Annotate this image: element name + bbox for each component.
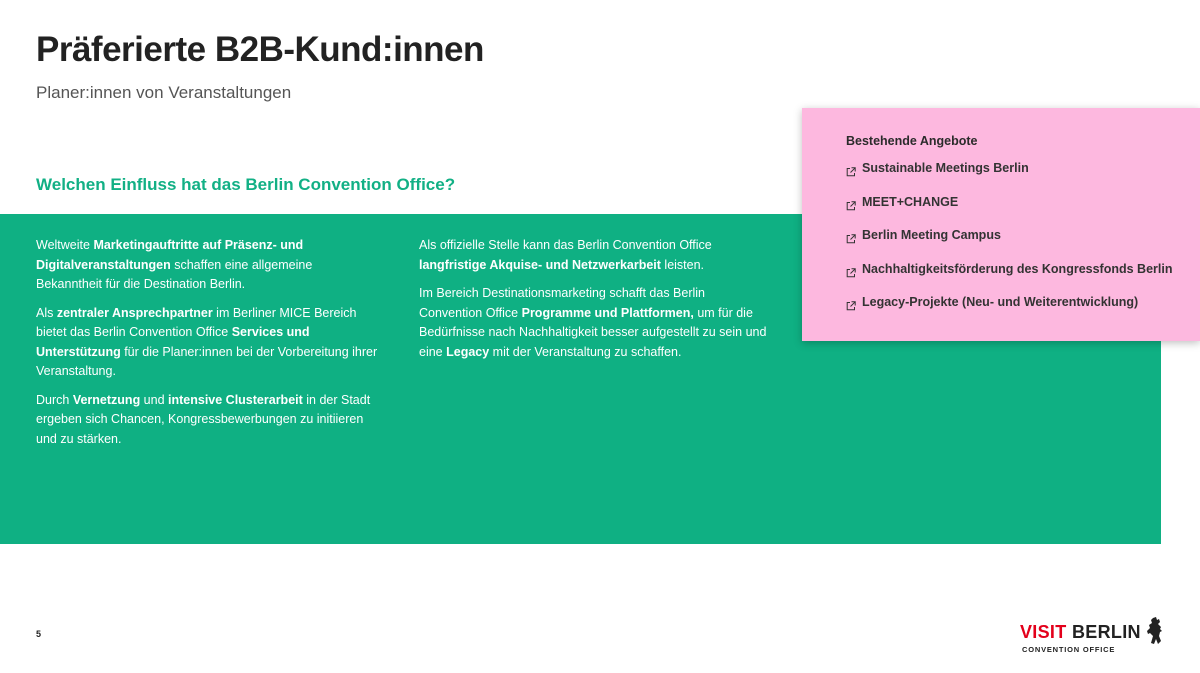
bold-text: Services und Unterstützung [36,325,310,359]
text-segment: leisten. [660,257,705,272]
logo-subtitle: CONVENTION OFFICE [1022,645,1116,654]
offer-label: Nachhaltigkeitsförderung des Kongressfonds Berlin [862,261,1173,276]
offer-label: MEET+CHANGE [862,194,959,209]
logo-visit-text: VISIT [1020,622,1067,642]
text-segment: Weltweite [36,238,94,252]
text-segment: Durch [36,392,73,407]
text-segment: in der Stadt ergeben sich Chancen, Kongressbewerbungen zu initiieren und zu stärken. [36,392,371,446]
logo-berlin-text: BERLIN [1072,622,1141,642]
bold-text: Vernetzung [72,392,141,407]
offer-label: Sustainable Meetings Berlin [862,161,1029,175]
bold-text: Marketingauftritte auf Präsenz- und Digitalveranstaltungen [36,238,304,272]
offers-box [802,108,1200,341]
text-segment: Im Bereich Destinationsmarketing schafft das Berlin Convention Office [419,286,706,320]
external-link-icon [846,293,862,318]
left-text-column [36,236,381,458]
paragraph [36,391,381,450]
offers-list [846,159,1200,318]
right-text-column [419,236,769,371]
text-segment: für die Planer:innen bei der Vorbereitung ihrer Veranstaltung. [36,344,378,378]
bold-text: zentraler Ansprechpartner [56,305,213,320]
external-link-icon [846,193,862,218]
text-segment: Als [36,305,57,320]
offer-item[interactable] [846,159,1200,184]
page-subtitle: Planer:innen von Veranstaltungen [36,83,292,102]
page-number: 5 [36,629,42,639]
offer-item[interactable] [846,226,1200,251]
berlin-bear-icon [1147,617,1163,645]
bold-text: Programme und Plattformen, [521,305,694,320]
external-link-icon [846,260,862,285]
bold-text: Legacy [446,344,490,359]
external-link-icon [846,159,862,184]
external-link-icon [846,226,862,251]
text-segment: um für die Bedürfnisse nach Nachhaltigkeit besser aufgestellt zu sein und eine [419,305,767,359]
paragraph [419,236,769,275]
offers-title: Bestehende Angebote [846,134,978,148]
paragraph [36,304,381,382]
offer-item[interactable] [846,293,1200,318]
bold-text: langfristige Akquise- und Netzwerkarbeit [419,257,661,272]
text-segment: und [140,392,169,407]
visit-berlin-logo [1020,617,1170,657]
text-segment: mit der Veranstaltung zu schaffen. [489,344,682,359]
offer-item[interactable] [846,260,1200,285]
offer-label: Berlin Meeting Campus [862,228,1001,242]
offer-item[interactable] [846,193,1200,218]
offer-label: Legacy-Projekte (Neu- und Weiterentwicklung) [862,295,1139,309]
paragraph [36,236,381,295]
text-segment: schaffen eine allgemeine Bekanntheit für die Destination Berlin. [36,257,313,291]
section-question: Welchen Einfluss hat das Berlin Convention Office? [36,175,456,194]
paragraph [419,284,769,362]
page-title: Präferierte B2B-Kund:innen [36,30,484,69]
text-segment: Als offizielle Stelle kann das Berlin Convention Office [419,238,712,252]
text-segment: im Berliner MICE Bereich bietet das Berlin Convention Office [36,305,357,339]
bold-text: intensive Clusterarbeit [168,392,303,407]
